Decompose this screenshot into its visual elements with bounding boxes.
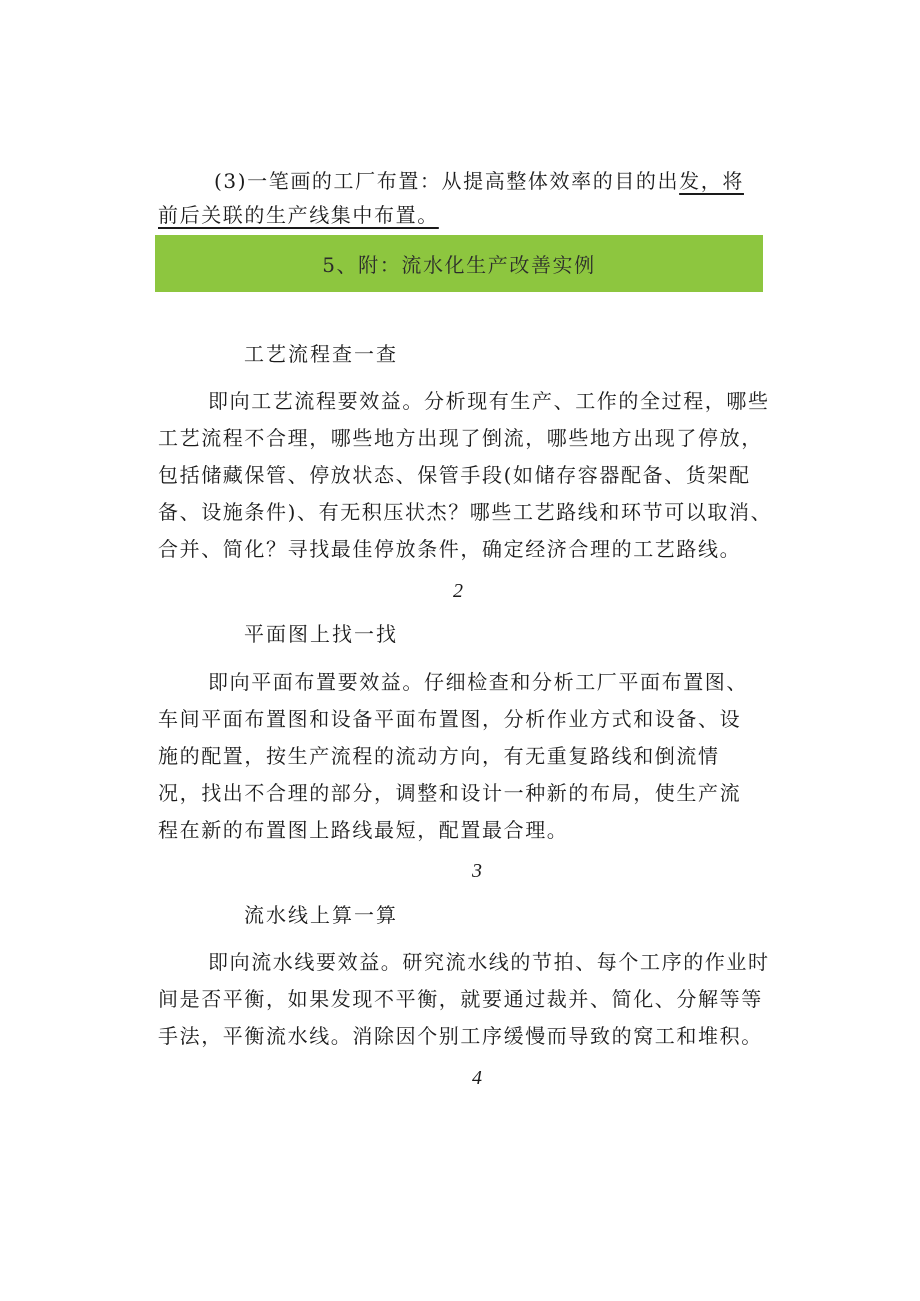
paragraph-line: 合并、简化？寻找最佳停放条件，确定经济合理的工艺路线。 (158, 537, 742, 561)
paragraph-line: 备、设施条件)、有无积压状杰？哪些工艺路线和环节可以取消、 (158, 500, 773, 524)
paragraph-line: 即向流水线要效益。研究流水线的节拍、每个工序的作业时 (208, 950, 770, 974)
paragraph-line: 工艺流程不合理，哪些地方出现了倒流，哪些地方出现了停放， (158, 426, 763, 450)
banner-title: 5、附：流水化生产改善实例 (322, 253, 596, 277)
item-3-underlined-text: 前后关联的生产线集中布置。 (158, 203, 439, 227)
item-3-line-1 (214, 167, 744, 195)
paragraph-line: 手法，平衡流水线。消除因个别工序缓慢而导致的窝工和堆积。 (158, 1024, 763, 1048)
paragraph-line: 即向平面布置要效益。仔细检查和分析工厂平面布置图、 (208, 670, 748, 694)
section-banner (155, 235, 763, 292)
paragraph-line: 间是否平衡，如果发现不平衡，就要通过裁并、简化、分解等等 (158, 987, 763, 1011)
item-3-text: (3)一笔画的工厂布置：从提高整体效率的目的出 (214, 169, 680, 193)
paragraph-line: 施的配置，按生产流程的流动方向，有无重复路线和倒流情 (158, 744, 720, 768)
page-number: 4 (472, 1067, 482, 1089)
item-3-underlined-end: 发，将 (679, 169, 744, 193)
paragraph-line: 程在新的布置图上路线最短，配置最合理。 (158, 818, 569, 842)
page-number: 3 (472, 860, 482, 882)
item-3-line-2 (158, 201, 439, 229)
page-number: 2 (453, 580, 463, 602)
section-heading-layout: 平面图上找一找 (244, 622, 398, 646)
section-heading-process: 工艺流程查一查 (244, 342, 398, 366)
paragraph-line: 车间平面布置图和设备平面布置图，分析作业方式和设备、设 (158, 707, 742, 731)
paragraph-line: 包括储藏保管、停放状态、保管手段(如储存容器配备、货架配 (158, 463, 751, 487)
paragraph-line: 即向工艺流程要效益。分析现有生产、工作的全过程，哪些 (208, 389, 770, 413)
paragraph-line: 况，找出不合理的部分，调整和设计一种新的布局，使生产流 (158, 781, 742, 805)
section-heading-assembly-line: 流水线上算一算 (244, 903, 398, 927)
